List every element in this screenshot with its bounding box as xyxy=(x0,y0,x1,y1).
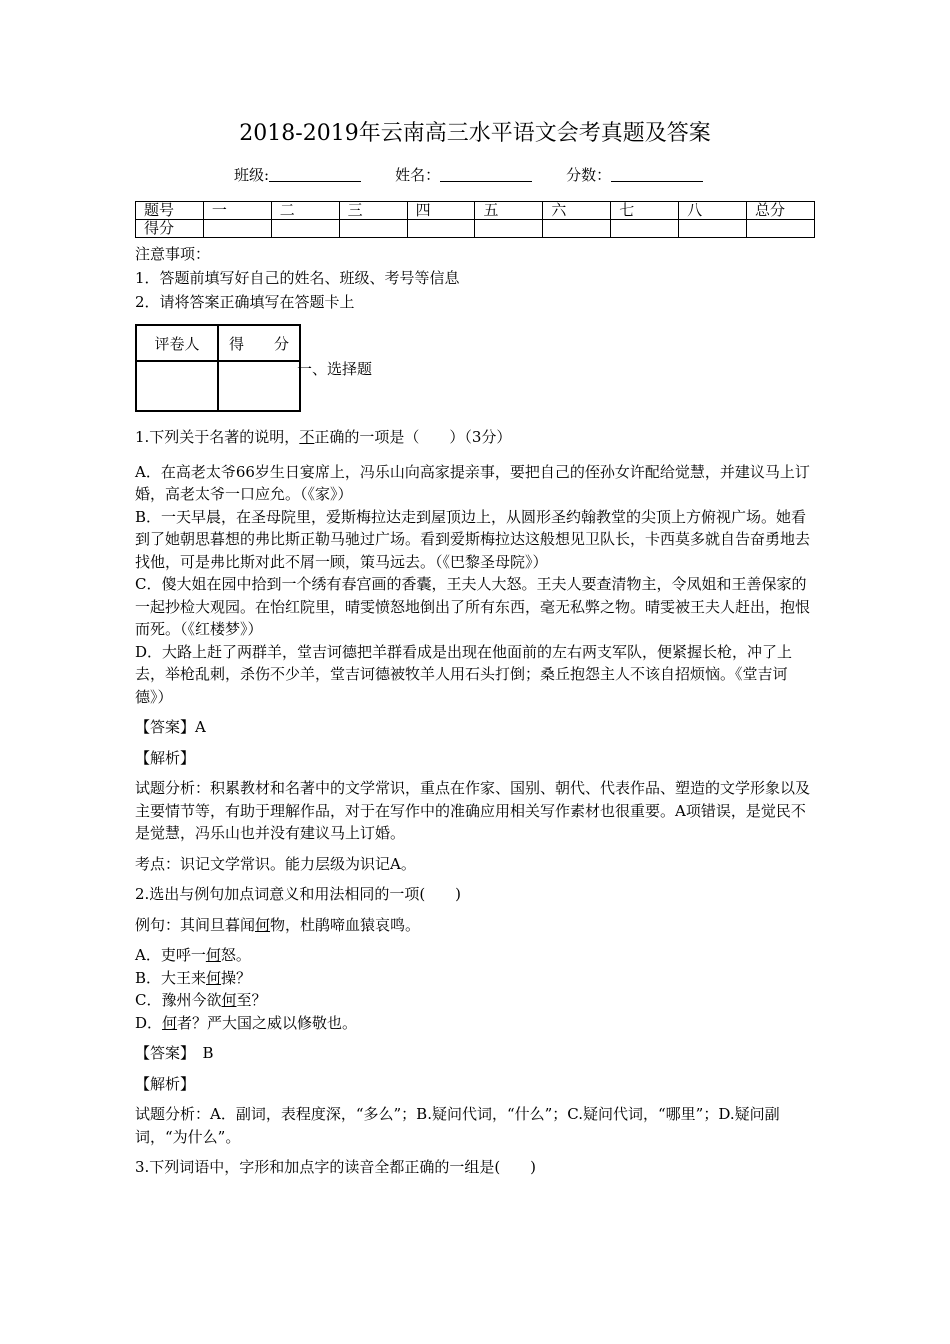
option-marked-word: 何 xyxy=(221,991,237,1009)
option-marked-word: 何 xyxy=(162,1013,178,1032)
example-marked-word: 何 xyxy=(255,915,271,934)
class-blank xyxy=(269,167,361,182)
example-text: 物，杜鹃啼血猿哀鸣。 xyxy=(270,915,421,934)
score-header-cell: 一 xyxy=(203,202,271,220)
score-label: 分数： xyxy=(566,166,612,184)
class-label: 班级: xyxy=(234,166,270,184)
score-blank xyxy=(611,167,703,182)
example-text: 例句：其间旦暮闻 xyxy=(135,915,256,934)
question-3-stem: 3.下列词语中，字形和加点字的读音全都正确的一组是( ) xyxy=(135,1158,537,1176)
option-text: 至？ xyxy=(236,991,267,1009)
question-1-point: 考点：识记文学常识。能力层级为识记A。 xyxy=(135,854,416,873)
score-table-score-row xyxy=(136,220,815,238)
notes-item: 2．请将答案正确填写在答题卡上 xyxy=(135,293,355,311)
name-blank xyxy=(440,167,532,182)
question-2-option-b xyxy=(135,967,815,990)
question-1-answer: 【答案】A xyxy=(135,718,206,736)
grader-cell xyxy=(136,361,218,411)
option-text: D． xyxy=(135,1013,163,1032)
question-2-option-d xyxy=(135,1012,815,1035)
option-marked-word: 何 xyxy=(205,946,221,964)
question-2-option-c xyxy=(135,989,815,1012)
score-cell xyxy=(407,220,475,238)
score-row-label: 得分 xyxy=(136,220,204,238)
score-header-cell: 题号 xyxy=(136,202,204,220)
score-cell xyxy=(339,220,407,238)
score-header-cell: 六 xyxy=(543,202,611,220)
stem-marked-word: 不 xyxy=(299,428,315,446)
score-cell xyxy=(679,220,747,238)
option-text: 怒。 xyxy=(220,946,251,964)
student-info-line xyxy=(234,164,737,185)
question-2-analysis: 试题分析：A．副词，表程度深，“多么”；B.疑问代词，“什么”；C.疑问代词，“哪里”；D.疑问副词，“为什么”。 xyxy=(135,1105,780,1146)
score-header-cell: 五 xyxy=(475,202,543,220)
option-text: C．豫州今欲 xyxy=(135,991,222,1009)
question-1-option-b: B．一天早晨，在圣母院里，爱斯梅拉达走到屋顶边上，从圆形圣约翰教堂的尖顶上方俯视广场。她看到了她朝思暮想的弗比斯正勒马驰过广场。看到爱斯梅拉达这般想见卫队长，卡西莫多就自告奋勇地去找他，可是弗比斯对此不屑一顾，策马远去。（《巴黎圣母院》） xyxy=(135,507,811,571)
score-cell xyxy=(543,220,611,238)
question-1-option-d: D．大路上赶了两群羊，堂吉诃德把羊群看成是出现在他面前的左右两支军队，便紧握长枪，冲了上去，举枪乱刺，杀伤不少羊，堂吉诃德被牧羊人用石头打倒；桑丘抱怨主人不该自招烦恼。《堂吉诃德》） xyxy=(135,642,793,706)
score-cell xyxy=(747,220,815,238)
exam-title: 2018-2019年云南高三水平语文会考真题及答案 xyxy=(239,121,711,146)
question-2-analysis-label: 【解析】 xyxy=(135,1074,196,1093)
score-cell xyxy=(271,220,339,238)
score-table-header-row xyxy=(136,202,815,220)
score-cell xyxy=(203,220,271,238)
grader-table xyxy=(135,324,301,412)
option-text: B．大王来 xyxy=(135,968,207,987)
score-cell xyxy=(475,220,543,238)
option-marked-word: 何 xyxy=(206,968,222,987)
question-1-stem xyxy=(135,426,815,449)
grader-header-row xyxy=(136,325,300,361)
score-header-cell: 七 xyxy=(611,202,679,220)
notes-item: 1．答题前填写好自己的姓名、班级、考号等信息 xyxy=(135,269,460,287)
question-2-option-a xyxy=(135,944,815,967)
score-header-cell: 总分 xyxy=(747,202,815,220)
question-1-analysis-label: 【解析】 xyxy=(135,748,196,767)
question-2-stem: 2.选出与例句加点词意义和用法相同的一项( ) xyxy=(135,885,462,903)
notes-section xyxy=(135,242,460,314)
score-header-cell: 二 xyxy=(271,202,339,220)
questions-content xyxy=(135,426,815,1179)
notes-heading: 注意事项： xyxy=(135,245,211,263)
option-text: 操？ xyxy=(221,968,252,987)
stem-text: 1.下列关于名著的说明， xyxy=(135,428,300,446)
score-table xyxy=(135,201,815,238)
grader-score-cell xyxy=(218,361,300,411)
score-cell xyxy=(611,220,679,238)
score-header-cell: 四 xyxy=(407,202,475,220)
section-title: 一、选择题 xyxy=(297,360,373,378)
grader-label: 评卷人 xyxy=(136,325,218,361)
grader-body-row xyxy=(136,361,300,411)
question-2-example xyxy=(135,914,815,937)
question-1-option-a: A．在高老太爷66岁生日宴席上，冯乐山向高家提亲事，要把自己的侄孙女许配给觉慧，并建议马上订婚，高老太爷一口应允。（《家》） xyxy=(135,462,810,503)
question-1-option-c: C．傻大姐在园中拾到一个绣有春宫画的香囊，王夫人大怒。王夫人要查清物主，令凤姐和王善保家的一起抄检大观园。在怡红院里，晴雯愤怒地倒出了所有东西，毫无私弊之物。晴雯被王夫人赶出，抱恨而死。（《红楼梦》） xyxy=(135,575,811,638)
name-label: 姓名： xyxy=(395,166,441,184)
score-header-cell: 三 xyxy=(339,202,407,220)
question-2-answer: 【答案】 B xyxy=(135,1044,214,1062)
option-text: 者？严大国之威以修敬也。 xyxy=(177,1013,358,1032)
stem-text: 正确的一项是（ ）（3分） xyxy=(314,428,512,446)
question-1-analysis: 试题分析：积累教材和名著中的文学常识，重点在作家、国别、朝代、代表作品、塑造的文学形象以及主要情节等，有助于理解作品，对于在写作中的准确应用相关写作素材也很重要。A项错误，是觉民不是觉慧，冯乐山也并没有建议马上订婚。 xyxy=(135,779,811,842)
option-text: A．吏呼一 xyxy=(135,946,206,964)
grader-score-label: 得 分 xyxy=(218,325,300,361)
score-header-cell: 八 xyxy=(679,202,747,220)
